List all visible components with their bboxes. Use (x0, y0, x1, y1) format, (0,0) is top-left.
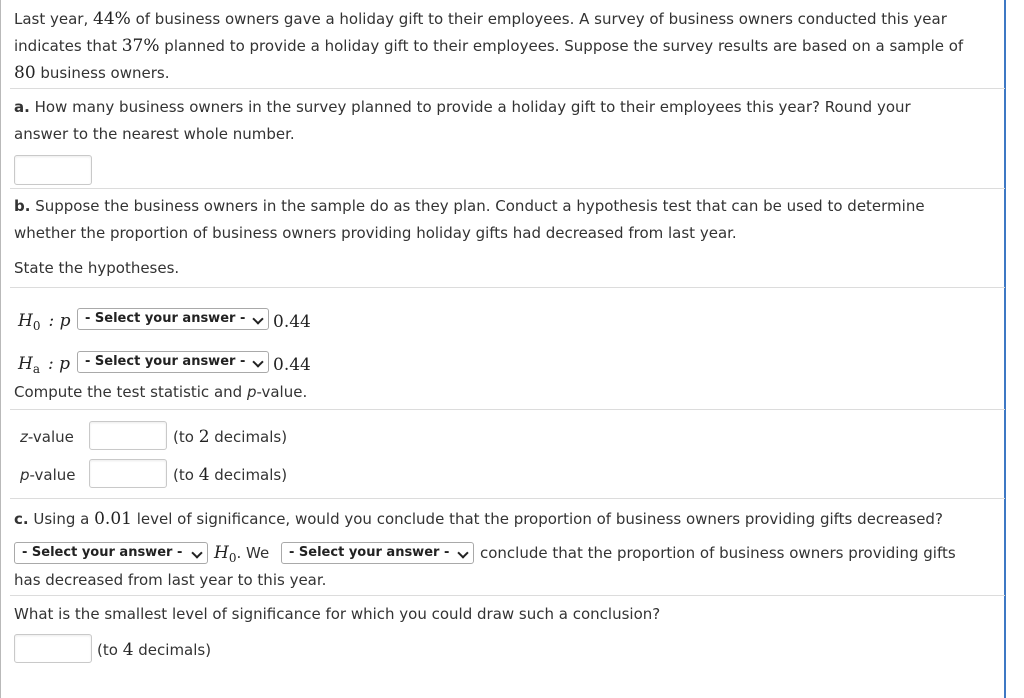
note-text: decimals) (209, 428, 288, 446)
chevron-down-icon (252, 356, 263, 367)
ha-subscript: a (32, 362, 40, 376)
ha-label (18, 354, 70, 376)
intro-line-1 (14, 9, 947, 29)
part-b-line-2: whether the proportion of business owners providing holiday gifts had decreased from last year. (14, 224, 737, 242)
compute-text-end: -value. (256, 383, 308, 401)
sample-size: 80 (14, 63, 36, 83)
select-placeholder: - Select your answer - (85, 354, 246, 369)
part-a-line-2: answer to the nearest whole number. (14, 125, 295, 143)
h0-inline (214, 543, 269, 565)
chevron-down-icon (252, 313, 263, 324)
note-text: (to (173, 428, 199, 446)
smallest-significance-question: What is the smallest level of significance for which you could draw such a conclusion? (14, 605, 661, 623)
z-value-input[interactable] (89, 421, 167, 450)
part-b-label: b. (14, 197, 31, 215)
intro-line-2 (14, 36, 963, 56)
z-symbol: z (20, 428, 28, 446)
part-a-answer-input[interactable] (14, 155, 92, 185)
divider (10, 409, 1005, 410)
part-a-line-1 (14, 98, 911, 116)
note-text: (to (173, 466, 199, 484)
divider (10, 498, 1005, 499)
h0-subscript: 0 (228, 551, 237, 565)
part-c-text: level of significance, would you conclude that the proportion of business owners providing gifts decreased? (131, 510, 943, 528)
percent-last-year: 44% (93, 9, 131, 29)
intro-text: indicates that (14, 37, 122, 55)
z-value-label (20, 428, 74, 446)
p-symbol: p (20, 466, 30, 484)
intro-text: Last year, (14, 10, 94, 28)
part-c-line-3: has decreased from last year to this year. (14, 571, 327, 589)
part-a-label: a. (14, 98, 30, 116)
ha-operator-select[interactable] (77, 351, 269, 373)
note-text: (to (97, 641, 123, 659)
h0-subscript: 0 (32, 319, 41, 333)
divider (10, 88, 1005, 89)
note-number: 4 (122, 640, 134, 660)
part-b-text: Suppose the business owners in the sample do as they plan. Conduct a hypothesis test that can be used to determine (30, 197, 925, 215)
smallest-significance-input[interactable] (14, 634, 92, 663)
reject-decision-select[interactable] (14, 542, 208, 564)
intro-text: business owners. (35, 64, 170, 82)
compute-text: Compute the test statistic and (14, 383, 247, 401)
divider (10, 287, 1005, 288)
chevron-down-icon (191, 547, 202, 558)
part-c-text: Using a (28, 510, 95, 528)
part-a-text: How many business owners in the survey planned to provide a holiday gift to their employees this year? Round your (29, 98, 911, 116)
part-c-line-1 (14, 509, 943, 529)
intro-line-3 (14, 63, 169, 83)
select-placeholder: - Select your answer - (289, 545, 450, 560)
alpha-value: 0.01 (94, 509, 132, 529)
note-text: decimals) (209, 466, 288, 484)
z-suffix: -value (27, 428, 74, 446)
select-placeholder: - Select your answer - (22, 545, 183, 560)
h0-symbol: H (18, 311, 33, 331)
intro-text: planned to provide a holiday gift to their employees. Suppose the survey results are based on a sample of (159, 37, 964, 55)
h0-param: : p (48, 311, 71, 331)
note-text: decimals) (133, 641, 212, 659)
p-value-label (20, 466, 76, 484)
h0-value: 0.44 (273, 312, 311, 332)
part-b-line-1 (14, 197, 925, 215)
percent-this-year: 37% (121, 36, 160, 56)
conclusion-select[interactable] (281, 542, 474, 564)
smallest-significance-note (97, 640, 211, 660)
part-c-label: c. (14, 510, 29, 528)
h0-label (18, 311, 70, 333)
ha-param: : p (47, 354, 70, 374)
h0-operator-select[interactable] (77, 308, 269, 330)
note-number: 2 (198, 427, 210, 447)
p-suffix: -value (29, 466, 76, 484)
intro-text: of business owners gave a holiday gift to their employees. A survey of business owners conducted this year (130, 10, 947, 28)
ha-symbol: H (18, 354, 33, 374)
conclude-text: conclude that the proportion of business owners providing gifts (480, 544, 956, 562)
chevron-down-icon (457, 547, 468, 558)
compute-p: p (246, 383, 257, 401)
compute-instruction (14, 383, 307, 401)
note-number: 4 (198, 465, 210, 485)
z-value-note (173, 427, 287, 447)
divider (10, 595, 1005, 596)
state-hypotheses-text: State the hypotheses. (14, 259, 180, 277)
ha-value: 0.44 (273, 355, 311, 375)
divider (10, 188, 1005, 189)
p-value-note (173, 465, 287, 485)
h0-symbol: H (214, 543, 229, 563)
we-text: . We (236, 544, 270, 562)
p-value-input[interactable] (89, 459, 167, 488)
select-placeholder: - Select your answer - (85, 311, 246, 326)
